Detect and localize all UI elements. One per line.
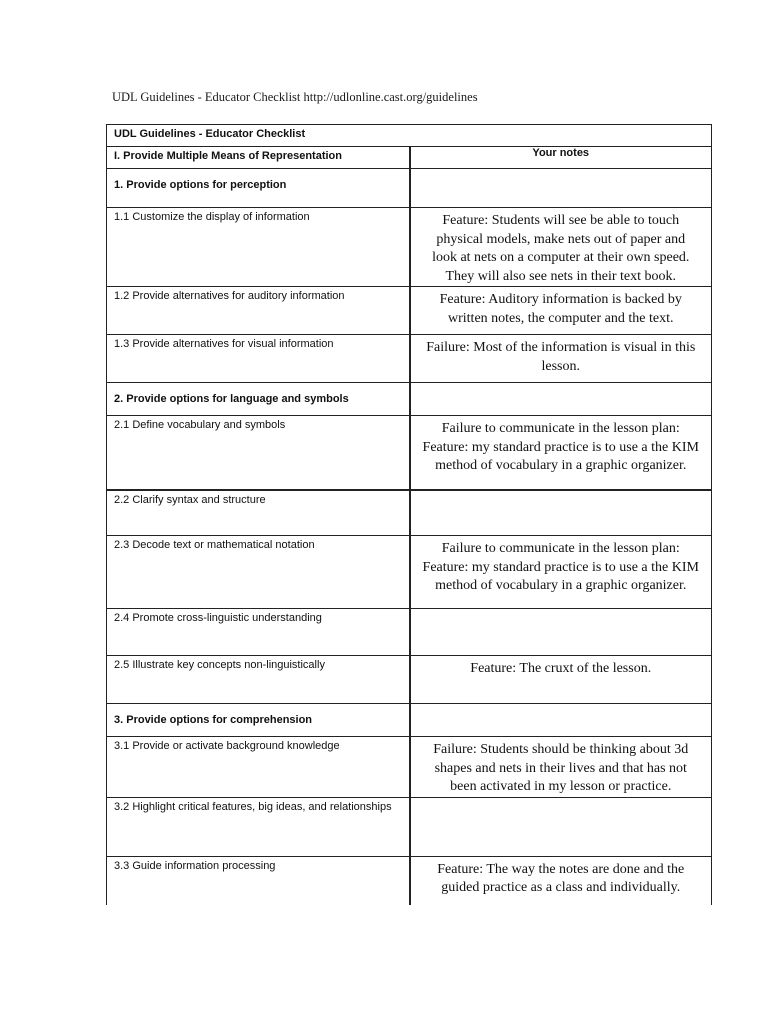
table-row — [107, 609, 712, 656]
page-header: UDL Guidelines - Educator Checklist http://udlonline.cast.org/guidelines — [112, 90, 478, 104]
row-note[interactable] — [410, 609, 712, 656]
row-note[interactable] — [410, 704, 712, 737]
row-label: 1. Provide options for perception — [107, 169, 410, 208]
row-note[interactable]: Failure: Most of the information is visual in this lesson. — [410, 335, 712, 383]
row-note[interactable]: Feature: Students will see be able to touch physical models, make nets out of paper and look at nets on a computer at their own speed. They will also see nets in their text book. — [410, 208, 712, 287]
table-row — [107, 656, 712, 704]
row-label: 2.5 Illustrate key concepts non-linguistically — [107, 656, 410, 704]
row-label: 2.4 Promote cross-linguistic understanding — [107, 609, 410, 656]
row-label: 3.1 Provide or activate background knowledge — [107, 737, 410, 798]
row-note[interactable] — [410, 490, 712, 536]
row-note[interactable]: Feature: The way the notes are done and the guided practice as a class and individually. — [410, 856, 712, 905]
table-row — [107, 383, 712, 416]
row-note[interactable] — [410, 169, 712, 208]
row-note[interactable]: Feature: Auditory information is backed by written notes, the computer and the text. — [410, 287, 712, 335]
row-note[interactable] — [410, 797, 712, 856]
table-row — [107, 169, 712, 208]
row-note[interactable]: Feature: The cruxt of the lesson. — [410, 656, 712, 704]
table-row — [107, 208, 712, 287]
row-label: 2.1 Define vocabulary and symbols — [107, 416, 410, 490]
table-row — [107, 536, 712, 609]
table-header-row — [107, 147, 712, 169]
row-label: 3.2 Highlight critical features, big ideas, and relationships — [107, 797, 410, 856]
table-title: UDL Guidelines - Educator Checklist — [107, 125, 712, 147]
table-row — [107, 704, 712, 737]
row-label: 1.3 Provide alternatives for visual information — [107, 335, 410, 383]
row-label: 2. Provide options for language and symbols — [107, 383, 410, 416]
row-label: 1.2 Provide alternatives for auditory information — [107, 287, 410, 335]
table-row — [107, 490, 712, 536]
row-label: 3.3 Guide information processing — [107, 856, 410, 905]
table-title-row — [107, 125, 712, 147]
table-row — [107, 416, 712, 490]
principle-heading: I. Provide Multiple Means of Representation — [107, 147, 410, 169]
row-label: 2.3 Decode text or mathematical notation — [107, 536, 410, 609]
table-row — [107, 856, 712, 905]
table-row — [107, 737, 712, 798]
row-label: 3. Provide options for comprehension — [107, 704, 410, 737]
udl-checklist-table — [106, 124, 712, 905]
table-row — [107, 287, 712, 335]
row-note[interactable]: Failure to communicate in the lesson plan: Feature: my standard practice is to use a the KIM method of vocabulary in a graphic organizer. — [410, 536, 712, 609]
row-note[interactable]: Failure: Students should be thinking about 3d shapes and nets in their lives and that has not been activated in my lesson or practice. — [410, 737, 712, 798]
row-note[interactable] — [410, 383, 712, 416]
row-note[interactable]: Failure to communicate in the lesson plan: Feature: my standard practice is to use a the KIM method of vocabulary in a graphic organizer. — [410, 416, 712, 490]
row-label: 2.2 Clarify syntax and structure — [107, 490, 410, 536]
row-label: 1.1 Customize the display of information — [107, 208, 410, 287]
table-row — [107, 335, 712, 383]
notes-column-heading: Your notes — [410, 147, 712, 169]
table-row — [107, 797, 712, 856]
